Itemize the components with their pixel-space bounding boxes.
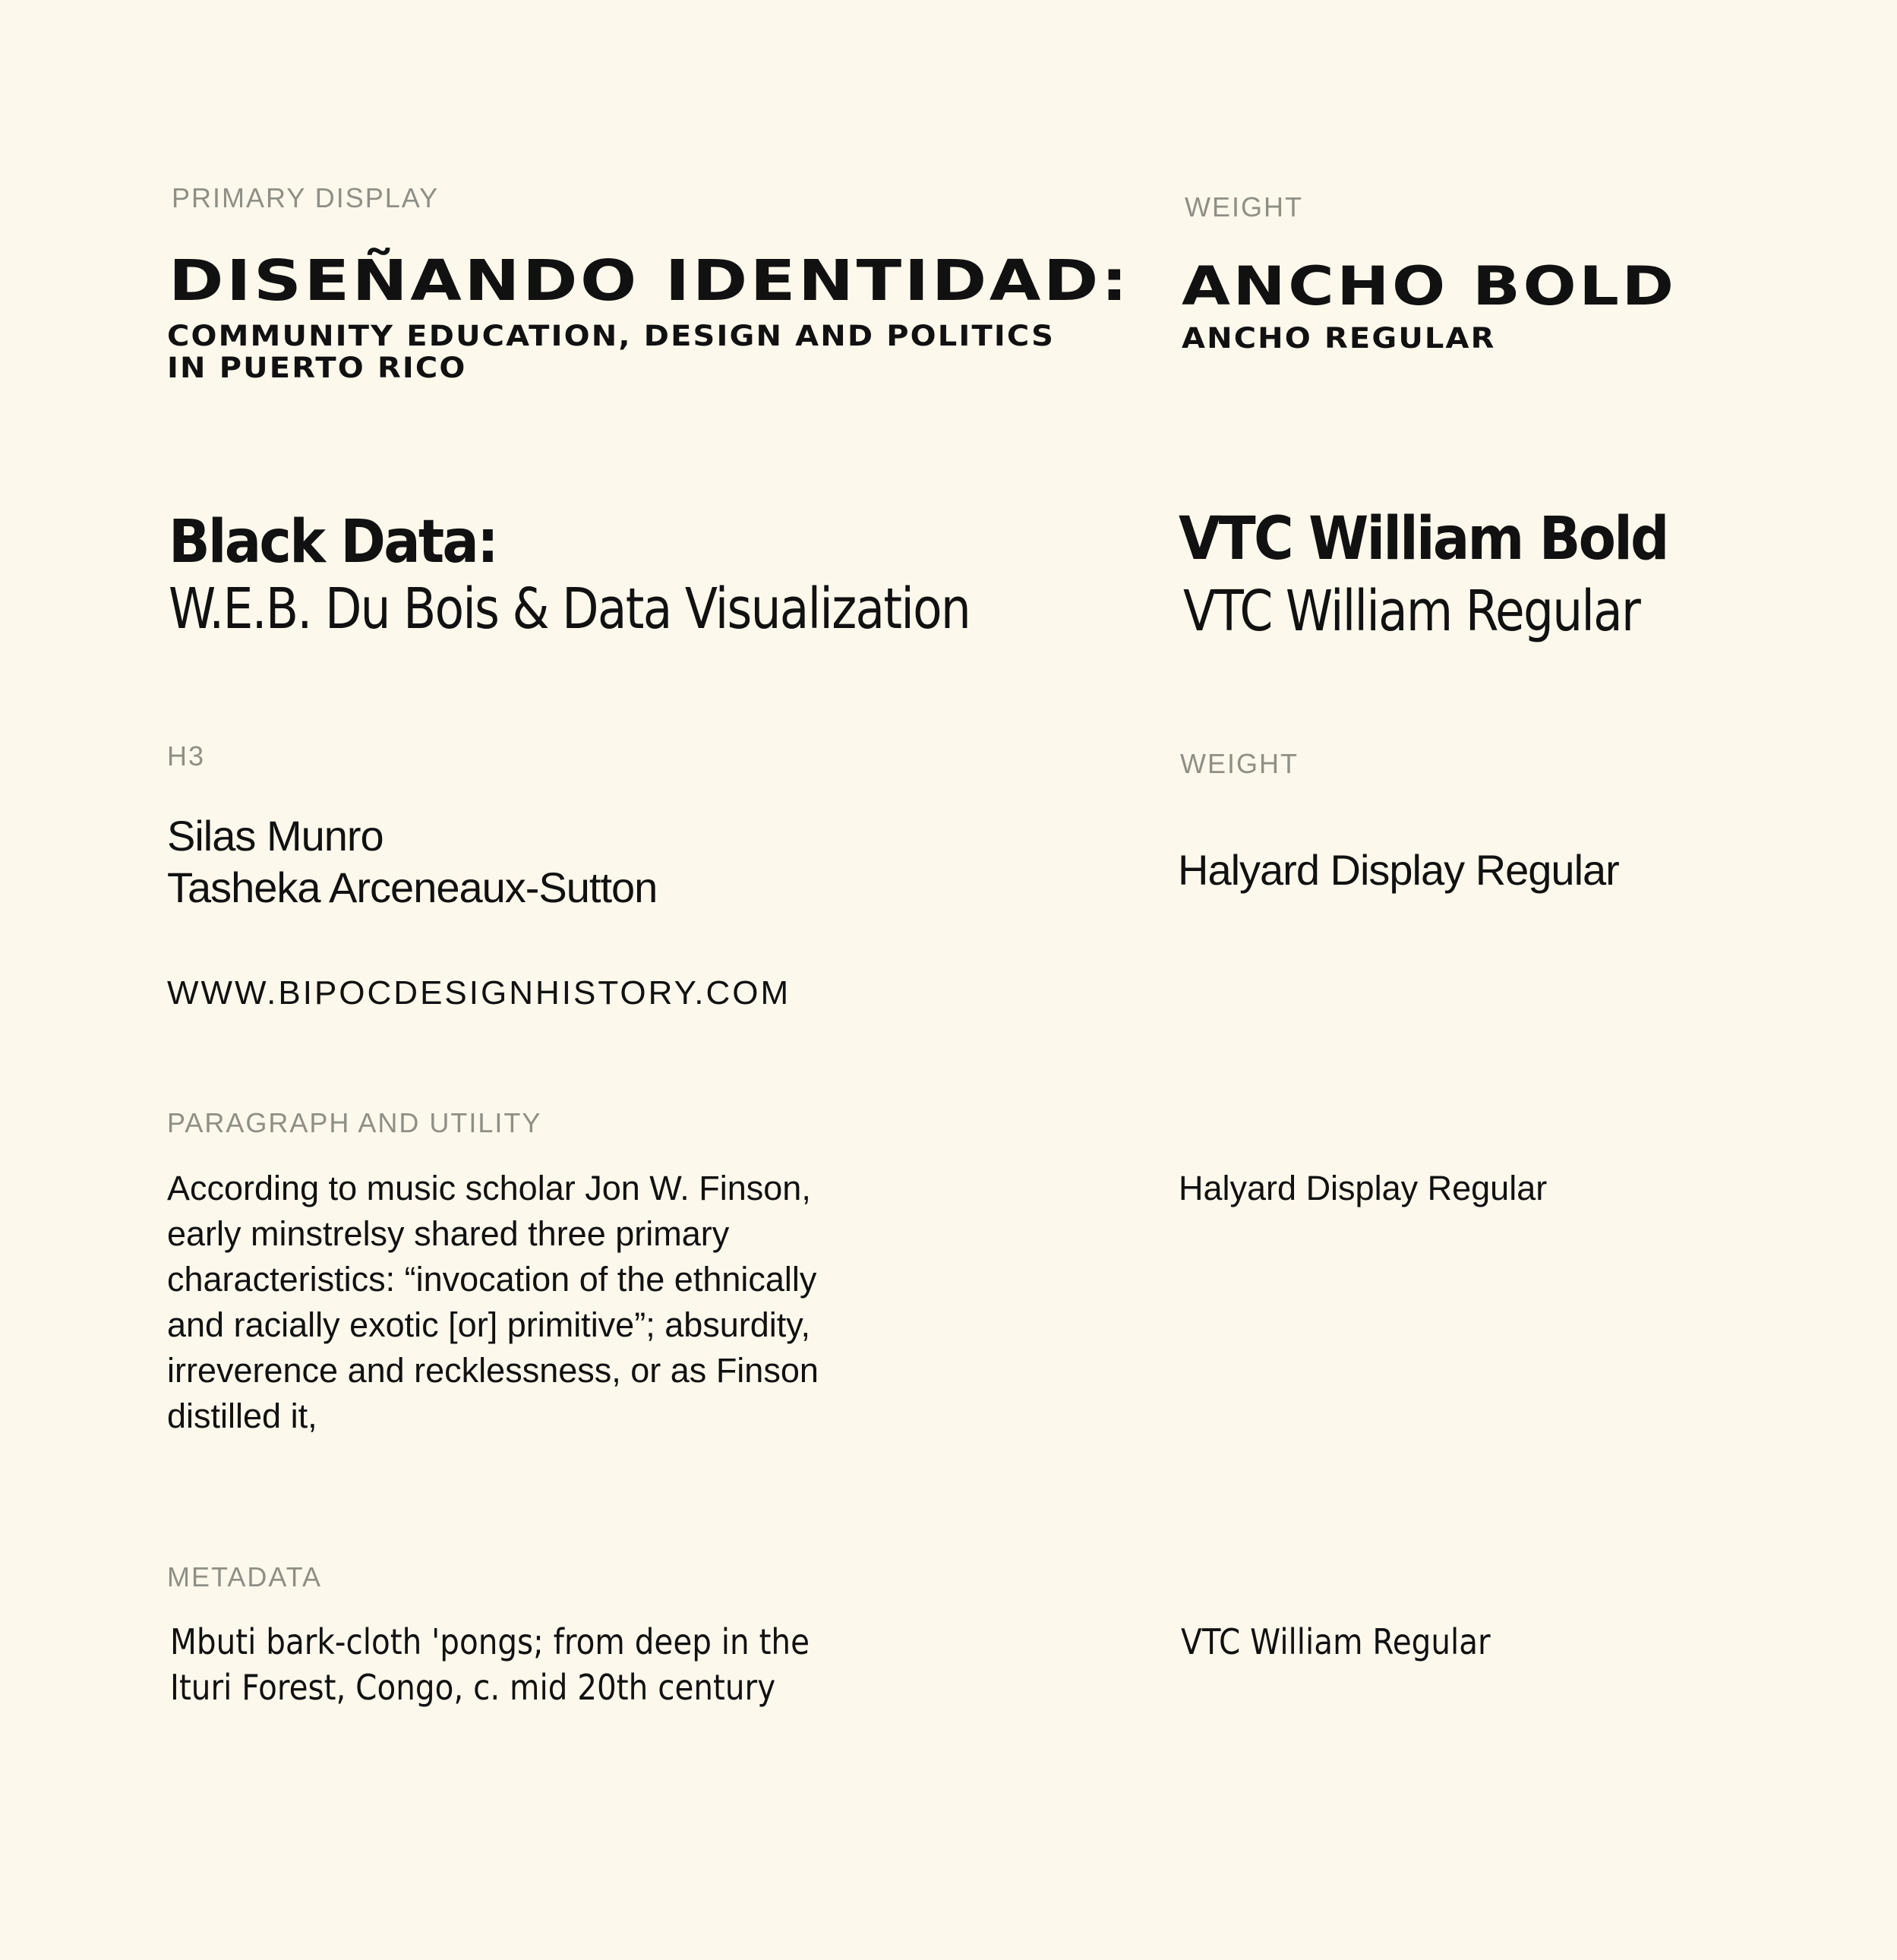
- primary-display-title: DISEÑANDO IDENTIDAD:: [169, 248, 1131, 314]
- h3-weight-label: WEIGHT: [1180, 748, 1299, 779]
- primary-display-subtitle-line1: COMMUNITY EDUCATION, DESIGN AND POLITICS: [167, 320, 1056, 352]
- primary-weight-regular: ANCHO REGULAR: [1182, 322, 1496, 355]
- h3-name-1: Silas Munro: [167, 812, 384, 860]
- h3-label: H3: [167, 740, 206, 772]
- h3-name-2: Tasheka Arceneaux-Sutton: [167, 863, 658, 911]
- secondary-display-subtitle: W.E.B. Du Bois & Data Visualization: [169, 576, 971, 642]
- h3-weight-font: Halyard Display Regular: [1178, 846, 1619, 894]
- paragraph-label: PARAGRAPH AND UTILITY: [167, 1107, 542, 1138]
- secondary-display-title: Black Data:: [169, 508, 497, 576]
- secondary-weight-bold: VTC William Bold: [1179, 505, 1668, 573]
- paragraph-sample: According to music scholar Jon W. Finson, early minstrelsy shared three primary characteristics: “invocation of the ethnically and racially exotic [or] primitive”; absurdity, irreverence and recklessness, or as Finson distilled it,: [167, 1169, 819, 1435]
- metadata-font: VTC William Regular: [1181, 1621, 1491, 1662]
- primary-weight-label: WEIGHT: [1185, 191, 1303, 223]
- primary-weight-bold: ANCHO BOLD: [1182, 255, 1677, 317]
- metadata-label: METADATA: [167, 1561, 322, 1592]
- primary-display-subtitle-line2: IN PUERTO RICO: [167, 352, 467, 384]
- metadata-sample: Mbuti bark-cloth 'pongs; from deep in the Ituri Forest, Congo, c. mid 20th century: [170, 1621, 810, 1708]
- website-url: WWW.BIPOCDESIGNHISTORY.COM: [167, 974, 791, 1012]
- secondary-weight-regular: VTC William Regular: [1183, 579, 1640, 644]
- primary-display-label: PRIMARY DISPLAY: [172, 182, 440, 213]
- paragraph-font: Halyard Display Regular: [1179, 1169, 1548, 1207]
